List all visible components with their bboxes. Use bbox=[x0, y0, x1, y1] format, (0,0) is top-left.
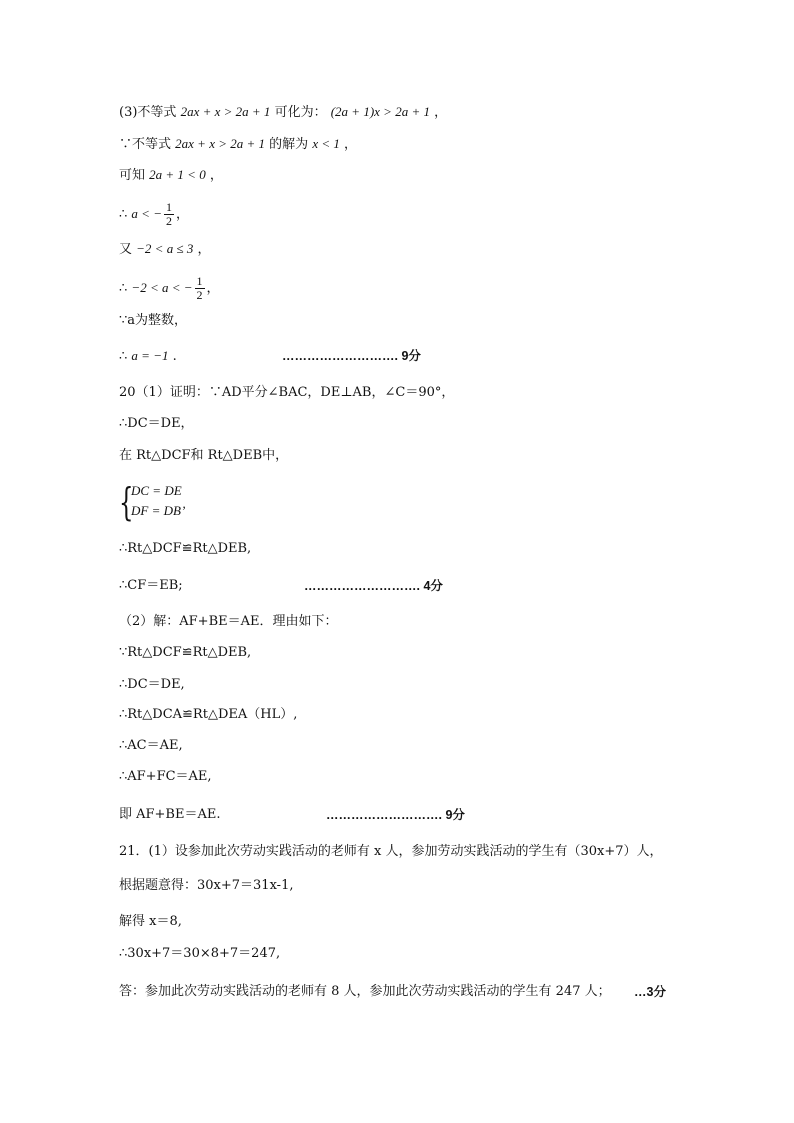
text: ∵不等式 bbox=[119, 137, 172, 152]
system-row-2 bbox=[131, 502, 185, 520]
q20-line-9: ∴Rt△DCA≌Rt△DEA（HL）, bbox=[119, 707, 298, 722]
fraction bbox=[195, 275, 205, 302]
numerator: 1 bbox=[165, 200, 172, 214]
solution: x < 1 bbox=[312, 136, 340, 151]
q21-line-2: 根据题意得：30x+7＝31x-1, bbox=[119, 878, 294, 893]
equation: DF = DB bbox=[131, 503, 181, 518]
q21-line-4: ∴30x+7＝30×8+7＝247, bbox=[119, 946, 281, 961]
expression: a < − bbox=[131, 206, 162, 221]
denominator: 2 bbox=[196, 288, 203, 302]
q19-line-4 bbox=[119, 201, 189, 228]
inequality: (2a + 1)x > 2a + 1 bbox=[330, 104, 430, 119]
therefore-symbol: ∴ bbox=[119, 207, 128, 222]
text: ， bbox=[175, 207, 189, 222]
expression: a = −1 bbox=[131, 348, 169, 363]
inequality: 2ax + x > 2a + 1 bbox=[175, 136, 266, 151]
q20-line-11: ∴AF+FC＝AE, bbox=[119, 769, 212, 784]
text: ， bbox=[209, 168, 223, 183]
text: 可化为： bbox=[274, 105, 327, 120]
q19-line-6 bbox=[119, 275, 220, 302]
q19-line-2 bbox=[119, 135, 357, 154]
text: 的解为 bbox=[269, 137, 309, 152]
q21-line-5: 答：参加此次劳动实践活动的老师有 8 人，参加此次劳动实践活动的学生有 247 人； bbox=[119, 984, 611, 999]
fraction bbox=[164, 201, 174, 228]
q20-line-2: ∴DC＝DE， bbox=[119, 416, 194, 431]
score-9: ………………………. 9分 bbox=[326, 808, 465, 822]
text: ， bbox=[434, 105, 448, 120]
text: ， bbox=[197, 242, 211, 257]
system-row-1: DC = DE bbox=[131, 483, 182, 498]
q21-line-1: 21．(1）设参加此次劳动实践活动的老师有 x 人，参加劳动实践活动的学生有（30x+7）人， bbox=[119, 844, 663, 859]
score-9: ………………………. 9分 bbox=[282, 349, 421, 363]
text: 又 bbox=[119, 242, 133, 257]
q19-line-3 bbox=[119, 166, 223, 185]
q20-line-7: ∵Rt△DCF≌Rt△DEB, bbox=[119, 645, 252, 660]
therefore-symbol: ∴ bbox=[119, 281, 128, 296]
q19-line-1 bbox=[119, 103, 447, 122]
expression: −2 < a < − bbox=[131, 280, 193, 295]
text: ， bbox=[206, 281, 220, 296]
left-brace: { bbox=[119, 480, 134, 524]
q20-line-12: 即 AF+BE＝AE. bbox=[119, 807, 221, 822]
q20-line-5: ∴CF＝EB; bbox=[119, 578, 183, 593]
q19-line-7: ∵a为整数， bbox=[119, 313, 188, 328]
score-3: …3分 bbox=[634, 985, 666, 999]
q21-line-3: 解得 x＝8, bbox=[119, 914, 182, 929]
expression: −2 < a ≤ 3 bbox=[136, 241, 194, 256]
q20-line-6: （2）解：AF+BE＝AE．理由如下： bbox=[119, 614, 338, 629]
score-4: ………………………. 4分 bbox=[304, 579, 443, 593]
text: 可知 bbox=[119, 168, 146, 183]
q20-line-8: ∴DC＝DE, bbox=[119, 677, 185, 692]
inequality: 2a + 1 < 0 bbox=[149, 167, 206, 182]
text: (3)不等式 bbox=[119, 105, 177, 120]
denominator: 2 bbox=[165, 214, 172, 228]
q20-line-10: ∴AC＝AE, bbox=[119, 738, 183, 753]
text: ’ bbox=[180, 503, 186, 518]
therefore-symbol: ∴ bbox=[119, 349, 128, 364]
numerator: 1 bbox=[196, 274, 203, 288]
q20-line-4: ∴Rt△DCF≌Rt△DEB, bbox=[119, 541, 252, 556]
q19-line-5 bbox=[119, 240, 211, 259]
text: ， bbox=[344, 137, 358, 152]
q20-line-3: 在 Rt△DCF和 Rt△DEB中， bbox=[119, 448, 289, 463]
inequality: 2ax + x > 2a + 1 bbox=[180, 104, 271, 119]
text: . bbox=[172, 349, 177, 364]
q20-line-1: 20（1）证明：∵AD平分∠BAC，DE⊥AB，∠C＝90°， bbox=[119, 385, 455, 400]
q19-line-8 bbox=[119, 347, 177, 366]
